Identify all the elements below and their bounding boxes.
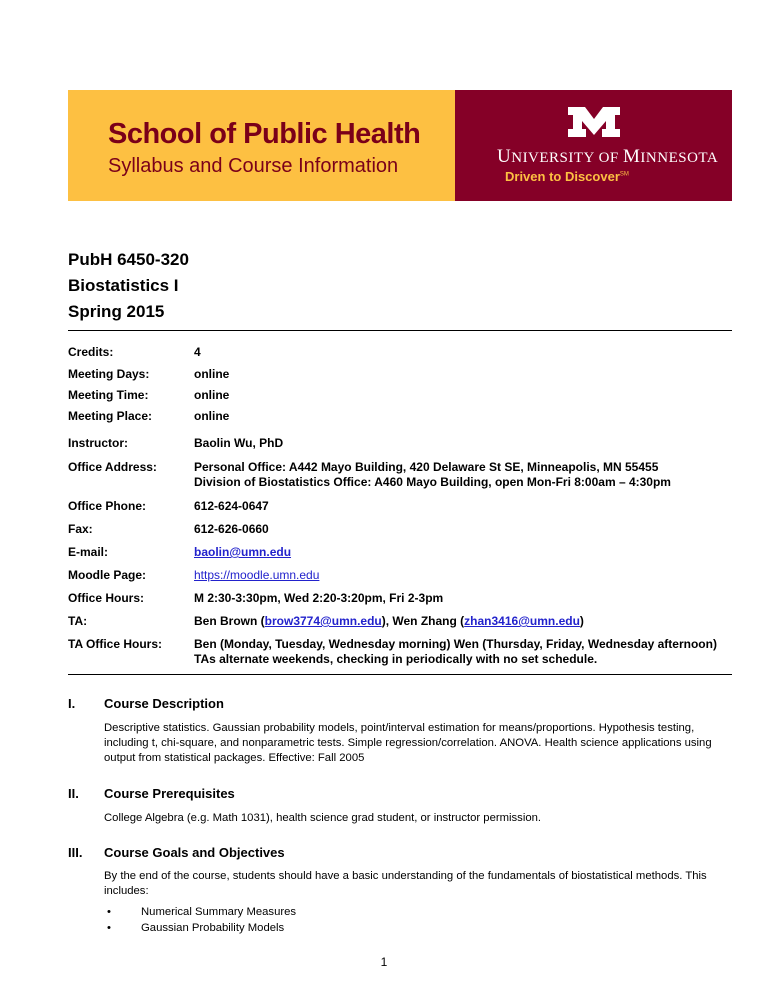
section-title-goals: Course Goals and Objectives [104,845,285,860]
info-label: Meeting Days: [68,367,150,381]
school-banner [68,90,455,201]
course-title: Biostatistics I [68,276,179,295]
school-subtitle: Syllabus and Course Information [108,155,399,177]
course-term: Spring 2015 [68,302,165,321]
tagline: Driven to Discover℠ [505,169,629,184]
info-value [194,545,734,560]
info-value: Personal Office: A442 Mayo Building, 420 Delaware St SE, Minneapolis, MN 55455 Division of Biostatistics Office: A460 Mayo Building, open Mon-Fri 8:00am – 4:30pm [194,460,671,489]
list-item: • Numerical Summary Measures [104,904,296,920]
section-body-description: Descriptive statistics. Gaussian probability models, point/interval estimation for means/proportions. Hypothesis testing, including t, chi-square, and nonparametric tests. Simple regression/correlation. ANOVA. Health science applications using output from statistical packages. Effective: Fall 2005 [104,722,712,764]
info-label: TA Office Hours: [68,637,163,651]
info-label: Instructor: [68,436,128,450]
course-heading [68,247,189,325]
info-label: Office Address: [68,460,157,474]
info-value: Baolin Wu, PhD [194,436,284,450]
top-rule [68,330,732,331]
info-label: Office Hours: [68,591,145,605]
section-title-prerequisites: Course Prerequisites [104,786,235,801]
info-value: 4 [194,345,201,359]
school-title: School of Public Health [108,118,421,150]
list-item: • Gaussian Probability Models [104,920,296,936]
info-value: 612-624-0647 [194,499,269,513]
section-body-prerequisites: College Algebra (e.g. Math 1031), health science grad student, or instructor permission. [104,812,542,824]
university-banner [455,90,732,201]
info-label: E-mail: [68,545,109,559]
info-value: 612-626-0660 [194,522,269,536]
header-banner [68,90,732,201]
info-label: Meeting Place: [68,409,153,423]
info-value: online [194,409,230,423]
bottom-rule [68,674,732,675]
info-label: TA: [68,614,88,628]
info-value: Ben (Monday, Tuesday, Wednesday morning) Wen (Thursday, Friday, Wednesday afternoon) TAs alternate weekends, checking in periodically with no set schedule. [194,637,717,666]
info-label: Moodle Page: [68,568,147,582]
section-title-description: Course Description [104,696,224,711]
section-number: II. [68,786,79,801]
info-label: Meeting Time: [68,388,149,402]
info-value: online [194,367,230,381]
info-label: Office Phone: [68,499,147,513]
ta2-email-link[interactable]: zhan3416@umn.edu [464,614,580,628]
info-value: online [194,388,230,402]
info-label: Credits: [68,345,114,359]
block-m-logo-icon [568,107,620,137]
info-label: Fax: [68,522,93,536]
section-number: I. [68,696,76,711]
info-value: Ben Brown (brow3774@umn.edu), Wen Zhang (zhan3416@umn.edu) [194,614,584,628]
moodle-link[interactable]: https://moodle.umn.edu [194,568,320,582]
course-code: PubH 6450-320 [68,250,189,269]
info-value: M 2:30-3:30pm, Wed 2:20-3:20pm, Fri 2-3pm [194,591,444,605]
section-number: III. [68,845,83,860]
ta1-email-link[interactable]: brow3774@umn.edu [264,614,382,628]
info-value [194,568,734,583]
section-body-goals: By the end of the course, students should have a basic understanding of the fundamentals of biostatistical methods. This includes: [104,870,707,897]
university-name: UNIVERSITY OF MINNESOTA [497,146,719,167]
goals-list [104,904,296,936]
page-number: 1 [380,955,388,969]
email-link[interactable]: baolin@umn.edu [194,545,292,559]
